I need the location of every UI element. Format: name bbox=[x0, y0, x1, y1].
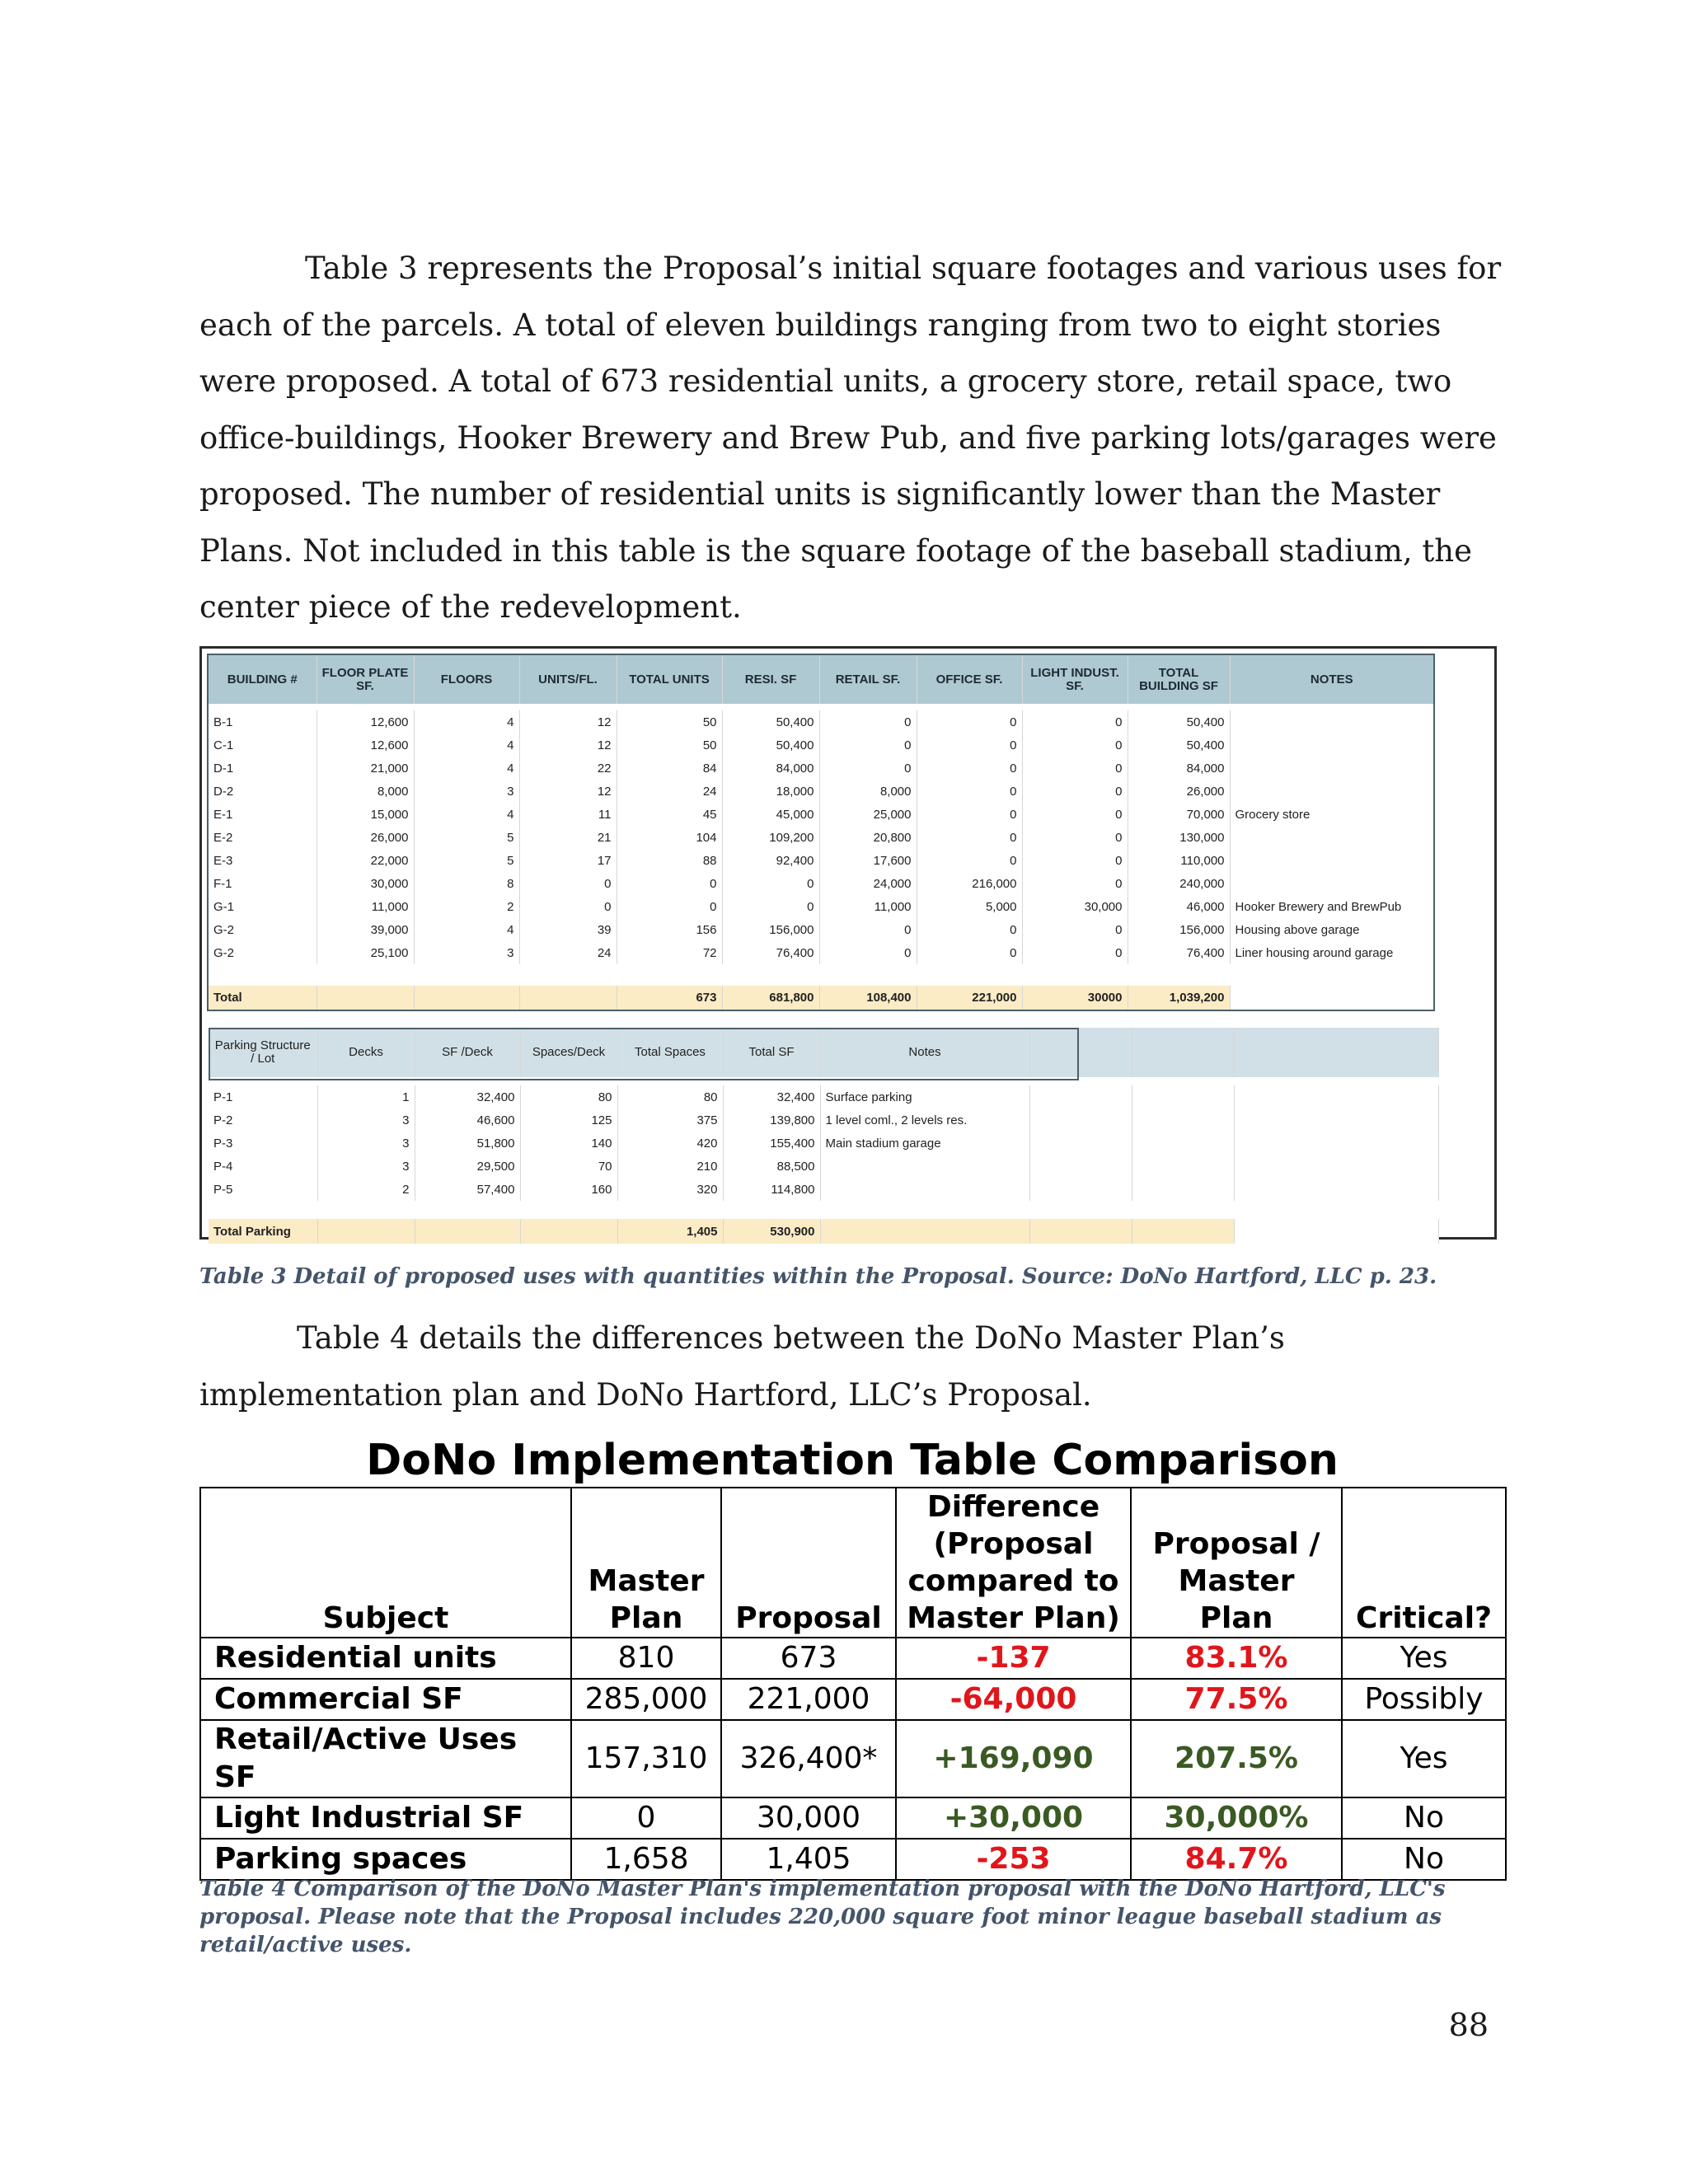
parking-total-cell: 1,405 bbox=[617, 1219, 723, 1244]
parking-cell: 80 bbox=[617, 1085, 723, 1108]
table-3-cell: 20,800 bbox=[819, 826, 917, 849]
table-3-cell: 11,000 bbox=[819, 895, 917, 918]
table-3-cell: 0 bbox=[1022, 757, 1128, 780]
table-3-cell: 25,100 bbox=[316, 941, 414, 964]
parking-cell: 3 bbox=[317, 1132, 415, 1155]
parking-total-cell: 530,900 bbox=[723, 1219, 820, 1244]
table-3-row bbox=[208, 918, 1434, 941]
table-3-cell: G-1 bbox=[208, 895, 316, 918]
parking-cell: P-1 bbox=[209, 1085, 317, 1108]
table-3-cell: 46,000 bbox=[1128, 895, 1230, 918]
table-3-cell: F-1 bbox=[208, 872, 316, 895]
table-3-cell: 45,000 bbox=[722, 803, 819, 826]
table-3-cell: 4 bbox=[414, 710, 519, 733]
table-3-cell: 17,600 bbox=[819, 849, 917, 872]
table-3-cell: G-2 bbox=[208, 918, 316, 941]
table-3-cell: 5,000 bbox=[917, 895, 1022, 918]
parking-blank bbox=[1234, 1108, 1438, 1132]
table-3-total-cell: 1,039,200 bbox=[1128, 986, 1230, 1010]
comparison-master-plan: 1,658 bbox=[571, 1839, 721, 1880]
table-3-cell: E-3 bbox=[208, 849, 316, 872]
comparison-row bbox=[200, 1720, 1506, 1797]
table-3-header-cell: RETAIL SF. bbox=[819, 654, 917, 704]
table-3-header-cell: UNITS/FL. bbox=[519, 654, 617, 704]
table-3-cell: 21 bbox=[519, 826, 617, 849]
parking-total-cell: Total Parking bbox=[209, 1219, 317, 1244]
parking-row bbox=[209, 1155, 1438, 1178]
comparison-proposal: 1,405 bbox=[721, 1839, 896, 1880]
comparison-critical: Yes bbox=[1342, 1638, 1506, 1679]
parking-cell: Main stadium garage bbox=[820, 1132, 1029, 1155]
table-3-cell: 0 bbox=[1022, 803, 1128, 826]
parking-cell: 51,800 bbox=[415, 1132, 520, 1155]
table-3-cell: 0 bbox=[917, 803, 1022, 826]
table-4-title: DoNo Implementation Table Comparison bbox=[366, 1436, 1339, 1485]
comparison-critical: Yes bbox=[1342, 1720, 1506, 1797]
table-3-cell: 84,000 bbox=[1128, 757, 1230, 780]
parking-table bbox=[209, 1028, 1439, 1244]
table-4-intro-paragraph: Table 4 details the differences between the DoNo Master Plan’s implementation plan and DoNo Hartford, LLC’s Proposal. bbox=[199, 1320, 1285, 1413]
parking-blank bbox=[1234, 1132, 1438, 1155]
table-3-cell: 72 bbox=[617, 941, 722, 964]
table-3-cell: 5 bbox=[414, 849, 519, 872]
table-3-cell: 22,000 bbox=[316, 849, 414, 872]
parking-cell: 140 bbox=[520, 1132, 617, 1155]
table-3-cell: 0 bbox=[819, 918, 917, 941]
parking-row bbox=[209, 1108, 1438, 1132]
table-3-cell: 0 bbox=[1022, 872, 1128, 895]
parking-blank bbox=[1132, 1132, 1234, 1155]
table-3-cell: 0 bbox=[617, 872, 722, 895]
comparison-ratio: 207.5% bbox=[1131, 1720, 1342, 1797]
parking-header-blank bbox=[1029, 1028, 1132, 1077]
parking-row bbox=[209, 1085, 1438, 1108]
table-3-cell bbox=[1230, 826, 1434, 849]
table-3-cell: 0 bbox=[722, 895, 819, 918]
comparison-row bbox=[200, 1839, 1506, 1880]
table-3-cell: 24 bbox=[617, 780, 722, 803]
table-3-cell: 156,000 bbox=[722, 918, 819, 941]
table-3-cell: 12,600 bbox=[316, 733, 414, 757]
table-3-cell: 39,000 bbox=[316, 918, 414, 941]
table-3-cell bbox=[1230, 872, 1434, 895]
parking-cell: 29,500 bbox=[415, 1155, 520, 1178]
table-3-cell: 0 bbox=[1022, 733, 1128, 757]
col-header-ratio: Proposal / Master Plan bbox=[1131, 1488, 1342, 1638]
table-3-cell: 0 bbox=[819, 941, 917, 964]
table-3-cell: 0 bbox=[917, 849, 1022, 872]
comparison-subject: Commercial SF bbox=[200, 1679, 571, 1720]
table-3-cell: D-1 bbox=[208, 757, 316, 780]
table-3-cell: D-2 bbox=[208, 780, 316, 803]
table-3-total-blank bbox=[1230, 986, 1434, 1010]
table-3-cell: 0 bbox=[1022, 849, 1128, 872]
table-3-cell: 0 bbox=[917, 733, 1022, 757]
comparison-ratio: 30,000% bbox=[1131, 1797, 1342, 1839]
table-3-cell: 0 bbox=[917, 826, 1022, 849]
table-3-cell: 5 bbox=[414, 826, 519, 849]
parking-total-row bbox=[209, 1219, 1438, 1244]
table-3-total-cell: Total bbox=[208, 986, 316, 1010]
table-3-row bbox=[208, 826, 1434, 849]
parking-cell: 375 bbox=[617, 1108, 723, 1132]
parking-blank bbox=[1234, 1085, 1438, 1108]
table-4-caption: Table 4 Comparison of the DoNo Master Plan's implementation proposal with the DoNo Hartford, LLC's proposal. Please note that the Proposal includes 220,000 square foot minor league baseball stadium as retail/active uses. bbox=[199, 1877, 1446, 1957]
table-3-cell: 0 bbox=[819, 710, 917, 733]
parking-header-cell: SF /Deck bbox=[415, 1028, 520, 1077]
comparison-proposal: 30,000 bbox=[721, 1797, 896, 1839]
table-3-cell: 3 bbox=[414, 941, 519, 964]
parking-cell: P-5 bbox=[209, 1178, 317, 1201]
table-3-cell: 24 bbox=[519, 941, 617, 964]
table-3-header-cell: LIGHT INDUST. SF. bbox=[1022, 654, 1128, 704]
comparison-table bbox=[199, 1487, 1507, 1881]
parking-cell: 3 bbox=[317, 1155, 415, 1178]
table-3-total-cell bbox=[316, 986, 414, 1010]
parking-total-cell bbox=[520, 1219, 617, 1244]
table-3-image bbox=[199, 646, 1497, 1240]
parking-header-blank bbox=[1234, 1028, 1438, 1077]
comparison-difference: -137 bbox=[896, 1638, 1131, 1679]
table-3-cell bbox=[1230, 757, 1434, 780]
table-3-header-row bbox=[208, 654, 1434, 704]
table-3-cell: 0 bbox=[1022, 918, 1128, 941]
parking-header-cell: Total SF bbox=[723, 1028, 820, 1077]
parking-cell: 160 bbox=[520, 1178, 617, 1201]
table-3-cell: 156,000 bbox=[1128, 918, 1230, 941]
comparison-master-plan: 810 bbox=[571, 1638, 721, 1679]
parking-cell: 88,500 bbox=[723, 1155, 820, 1178]
table-3-cell: 0 bbox=[617, 895, 722, 918]
table-3-cell: 0 bbox=[1022, 941, 1128, 964]
parking-header-cell: Parking Structure / Lot bbox=[209, 1028, 317, 1077]
table-3-cell: 240,000 bbox=[1128, 872, 1230, 895]
table-3-cell: 0 bbox=[917, 780, 1022, 803]
table-3-row bbox=[208, 710, 1434, 733]
table-3-cell: 216,000 bbox=[917, 872, 1022, 895]
col-header-subject: Subject bbox=[200, 1488, 571, 1638]
comparison-row bbox=[200, 1679, 1506, 1720]
table-3-cell: 50 bbox=[617, 710, 722, 733]
table-3-row bbox=[208, 803, 1434, 826]
parking-cell: 420 bbox=[617, 1132, 723, 1155]
parking-total-cell bbox=[1029, 1219, 1132, 1244]
table-3-cell: 11 bbox=[519, 803, 617, 826]
comparison-ratio: 84.7% bbox=[1131, 1839, 1342, 1880]
table-3-cell: 0 bbox=[917, 941, 1022, 964]
table-3-cell: 45 bbox=[617, 803, 722, 826]
table-3-cell: 12,600 bbox=[316, 710, 414, 733]
table-3-row bbox=[208, 849, 1434, 872]
table-3-cell: 0 bbox=[1022, 710, 1128, 733]
table-3-cell: 30,000 bbox=[1022, 895, 1128, 918]
parking-cell: 114,800 bbox=[723, 1178, 820, 1201]
table-3-cell: 84 bbox=[617, 757, 722, 780]
table-3-cell: 11,000 bbox=[316, 895, 414, 918]
comparison-subject: Retail/Active Uses SF bbox=[200, 1720, 571, 1797]
table-3-cell bbox=[1230, 780, 1434, 803]
table-3-cell: 18,000 bbox=[722, 780, 819, 803]
parking-blank bbox=[1029, 1155, 1132, 1178]
table-3-cell: 50,400 bbox=[1128, 710, 1230, 733]
comparison-difference: -64,000 bbox=[896, 1679, 1131, 1720]
table-3-cell: B-1 bbox=[208, 710, 316, 733]
table-3-cell: E-2 bbox=[208, 826, 316, 849]
comparison-critical: Possibly bbox=[1342, 1679, 1506, 1720]
table-3-cell: 92,400 bbox=[722, 849, 819, 872]
table-3-cell bbox=[1230, 733, 1434, 757]
table-3-cell: 26,000 bbox=[316, 826, 414, 849]
comparison-critical: No bbox=[1342, 1797, 1506, 1839]
page-number: 88 bbox=[1448, 2007, 1489, 2043]
col-header-master-plan: Master Plan bbox=[571, 1488, 721, 1638]
table-3-cell: 39 bbox=[519, 918, 617, 941]
table-3-cell: 12 bbox=[519, 780, 617, 803]
parking-cell: 57,400 bbox=[415, 1178, 520, 1201]
table-3-cell: 8 bbox=[414, 872, 519, 895]
parking-cell bbox=[820, 1155, 1029, 1178]
table-3-total-cell: 681,800 bbox=[722, 986, 819, 1010]
table-3-cell: 0 bbox=[917, 918, 1022, 941]
parking-cell: 139,800 bbox=[723, 1108, 820, 1132]
parking-cell: 32,400 bbox=[415, 1085, 520, 1108]
parking-blank bbox=[1029, 1108, 1132, 1132]
parking-blank bbox=[1029, 1178, 1132, 1201]
parking-cell: 210 bbox=[617, 1155, 723, 1178]
table-3-cell: 24,000 bbox=[819, 872, 917, 895]
table-3-cell: Grocery store bbox=[1230, 803, 1434, 826]
parking-blank bbox=[1029, 1132, 1132, 1155]
comparison-row bbox=[200, 1638, 1506, 1679]
comparison-master-plan: 285,000 bbox=[571, 1679, 721, 1720]
parking-total-cell bbox=[1132, 1219, 1234, 1244]
table-3-header-cell: FLOORS bbox=[414, 654, 519, 704]
parking-blank bbox=[1132, 1178, 1234, 1201]
table-3-cell: 17 bbox=[519, 849, 617, 872]
parking-header-cell: Total Spaces bbox=[617, 1028, 723, 1077]
parking-cell: 70 bbox=[520, 1155, 617, 1178]
table-3-cell: Hooker Brewery and BrewPub bbox=[1230, 895, 1434, 918]
parking-cell: P-2 bbox=[209, 1108, 317, 1132]
parking-blank bbox=[1234, 1155, 1438, 1178]
parking-cell: 46,600 bbox=[415, 1108, 520, 1132]
comparison-difference: -253 bbox=[896, 1839, 1131, 1880]
parking-row bbox=[209, 1132, 1438, 1155]
parking-header-row bbox=[209, 1028, 1438, 1077]
parking-cell: 125 bbox=[520, 1108, 617, 1132]
parking-total-cell bbox=[415, 1219, 520, 1244]
col-header-difference: Difference (Proposal compared to Master Plan) bbox=[896, 1488, 1131, 1638]
table-3-cell: 25,000 bbox=[819, 803, 917, 826]
table-3-cell: 110,000 bbox=[1128, 849, 1230, 872]
comparison-subject: Parking spaces bbox=[200, 1839, 571, 1880]
parking-blank bbox=[1132, 1108, 1234, 1132]
table-3-caption: Table 3 Detail of proposed uses with quantities within the Proposal. Source: DoNo Hartford, LLC p. 23. bbox=[199, 1264, 1437, 1289]
table-3-cell: 109,200 bbox=[722, 826, 819, 849]
table-3-header-cell: TOTAL BUILDING SF bbox=[1128, 654, 1230, 704]
intro-paragraph: Table 3 represents the Proposal’s initial square footages and various uses for each of the parcels. A total of eleven buildings ranging from two to eight stories were proposed. A total of 673 residential units, a grocery store, retail space, two office-buildings, Hooker Brewery and Brew Pub, and five parking lots/garages were proposed. The number of residential units is significantly lower than the Master Plans. Not included in this table is the square footage of the baseball stadium, the center piece of the redevelopment. bbox=[199, 251, 1502, 625]
parking-blank bbox=[1029, 1085, 1132, 1108]
parking-header-cell: Notes bbox=[820, 1028, 1029, 1077]
table-3-cell: 156 bbox=[617, 918, 722, 941]
comparison-master-plan: 0 bbox=[571, 1797, 721, 1839]
table-3-row bbox=[208, 941, 1434, 964]
parking-cell bbox=[820, 1178, 1029, 1201]
parking-cell: Surface parking bbox=[820, 1085, 1029, 1108]
table-3-cell: 50,400 bbox=[722, 710, 819, 733]
table-3-cell: C-1 bbox=[208, 733, 316, 757]
col-header-critical: Critical? bbox=[1342, 1488, 1506, 1638]
table-3-cell: 0 bbox=[722, 872, 819, 895]
comparison-master-plan: 157,310 bbox=[571, 1720, 721, 1797]
parking-total-cell bbox=[820, 1219, 1029, 1244]
table-3-header-cell: RESI. SF bbox=[722, 654, 819, 704]
table-3-cell: 0 bbox=[917, 710, 1022, 733]
table-3-cell: 0 bbox=[519, 895, 617, 918]
table-3-row bbox=[208, 757, 1434, 780]
parking-cell: 320 bbox=[617, 1178, 723, 1201]
table-3-cell: 8,000 bbox=[819, 780, 917, 803]
table-3-total-cell: 221,000 bbox=[917, 986, 1022, 1010]
comparison-difference: +30,000 bbox=[896, 1797, 1131, 1839]
table-3-cell: 50 bbox=[617, 733, 722, 757]
comparison-subject: Light Industrial SF bbox=[200, 1797, 571, 1839]
comparison-row bbox=[200, 1797, 1506, 1839]
table-3-cell: 4 bbox=[414, 733, 519, 757]
comparison-difference: +169,090 bbox=[896, 1720, 1131, 1797]
table-3-header-cell: NOTES bbox=[1230, 654, 1434, 704]
table-3-cell: 76,400 bbox=[722, 941, 819, 964]
parking-cell: P-3 bbox=[209, 1132, 317, 1155]
parking-total-blank bbox=[1234, 1219, 1438, 1244]
comparison-ratio: 77.5% bbox=[1131, 1679, 1342, 1720]
parking-cell: 1 bbox=[317, 1085, 415, 1108]
table-3-cell: 15,000 bbox=[316, 803, 414, 826]
table-3-cell: 3 bbox=[414, 780, 519, 803]
table-3-row bbox=[208, 872, 1434, 895]
table-3-cell: 0 bbox=[1022, 780, 1128, 803]
parking-cell: 1 level coml., 2 levels res. bbox=[820, 1108, 1029, 1132]
col-header-proposal: Proposal bbox=[721, 1488, 896, 1638]
parking-cell: P-4 bbox=[209, 1155, 317, 1178]
table-3-total-row bbox=[208, 986, 1434, 1010]
table-3-cell: 0 bbox=[1022, 826, 1128, 849]
table-3-cell: Housing above garage bbox=[1230, 918, 1434, 941]
table-3-cell: 104 bbox=[617, 826, 722, 849]
table-3-cell: 30,000 bbox=[316, 872, 414, 895]
table-3-header-cell: TOTAL UNITS bbox=[617, 654, 722, 704]
table-3-cell: 0 bbox=[819, 733, 917, 757]
table-3-cell: 4 bbox=[414, 757, 519, 780]
table-3-cell: G-2 bbox=[208, 941, 316, 964]
comparison-proposal: 221,000 bbox=[721, 1679, 896, 1720]
table-3-cell: 0 bbox=[519, 872, 617, 895]
parking-blank bbox=[1132, 1155, 1234, 1178]
parking-total-cell bbox=[317, 1219, 415, 1244]
table-3-cell: Liner housing around garage bbox=[1230, 941, 1434, 964]
table-3-total-cell bbox=[414, 986, 519, 1010]
parking-header-cell: Decks bbox=[317, 1028, 415, 1077]
comparison-subject: Residential units bbox=[200, 1638, 571, 1679]
comparison-critical: No bbox=[1342, 1839, 1506, 1880]
table-3-cell: 4 bbox=[414, 803, 519, 826]
comparison-ratio: 83.1% bbox=[1131, 1638, 1342, 1679]
parking-header-blank bbox=[1132, 1028, 1234, 1077]
table-3-cell: 50,400 bbox=[1128, 733, 1230, 757]
table-3-cell: 76,400 bbox=[1128, 941, 1230, 964]
parking-blank bbox=[1234, 1178, 1438, 1201]
table-3-total-cell: 30000 bbox=[1022, 986, 1128, 1010]
table-3-cell: 84,000 bbox=[722, 757, 819, 780]
parking-cell: 155,400 bbox=[723, 1132, 820, 1155]
table-3-cell bbox=[1230, 710, 1434, 733]
table-3-cell: 4 bbox=[414, 918, 519, 941]
building-table bbox=[207, 654, 1435, 1011]
parking-cell: 3 bbox=[317, 1108, 415, 1132]
table-3-cell: E-1 bbox=[208, 803, 316, 826]
table-3-row bbox=[208, 895, 1434, 918]
comparison-proposal: 326,400* bbox=[721, 1720, 896, 1797]
table-3-total-cell: 108,400 bbox=[819, 986, 917, 1010]
table-3-cell: 130,000 bbox=[1128, 826, 1230, 849]
parking-cell: 80 bbox=[520, 1085, 617, 1108]
table-3-cell: 21,000 bbox=[316, 757, 414, 780]
table-3-cell: 70,000 bbox=[1128, 803, 1230, 826]
comparison-proposal: 673 bbox=[721, 1638, 896, 1679]
table-3-cell: 2 bbox=[414, 895, 519, 918]
table-3-cell: 22 bbox=[519, 757, 617, 780]
table-3-header-cell: OFFICE SF. bbox=[917, 654, 1022, 704]
table-3-total-cell bbox=[519, 986, 617, 1010]
table-3-cell: 26,000 bbox=[1128, 780, 1230, 803]
table-3-cell: 8,000 bbox=[316, 780, 414, 803]
table-3-total-cell: 673 bbox=[617, 986, 722, 1010]
table-3-cell: 12 bbox=[519, 733, 617, 757]
parking-cell: 32,400 bbox=[723, 1085, 820, 1108]
table-3-cell: 0 bbox=[917, 757, 1022, 780]
table-3-header-cell: BUILDING # bbox=[208, 654, 316, 704]
table-3-row bbox=[208, 780, 1434, 803]
table-3-header-cell: FLOOR PLATE SF. bbox=[316, 654, 414, 704]
table-3-cell: 50,400 bbox=[722, 733, 819, 757]
parking-cell: 2 bbox=[317, 1178, 415, 1201]
parking-blank bbox=[1132, 1085, 1234, 1108]
table-3-cell: 88 bbox=[617, 849, 722, 872]
table-3-row bbox=[208, 733, 1434, 757]
parking-row bbox=[209, 1178, 1438, 1201]
table-3-cell bbox=[1230, 849, 1434, 872]
table-3-cell: 0 bbox=[819, 757, 917, 780]
parking-header-cell: Spaces/Deck bbox=[520, 1028, 617, 1077]
table-3-cell: 12 bbox=[519, 710, 617, 733]
